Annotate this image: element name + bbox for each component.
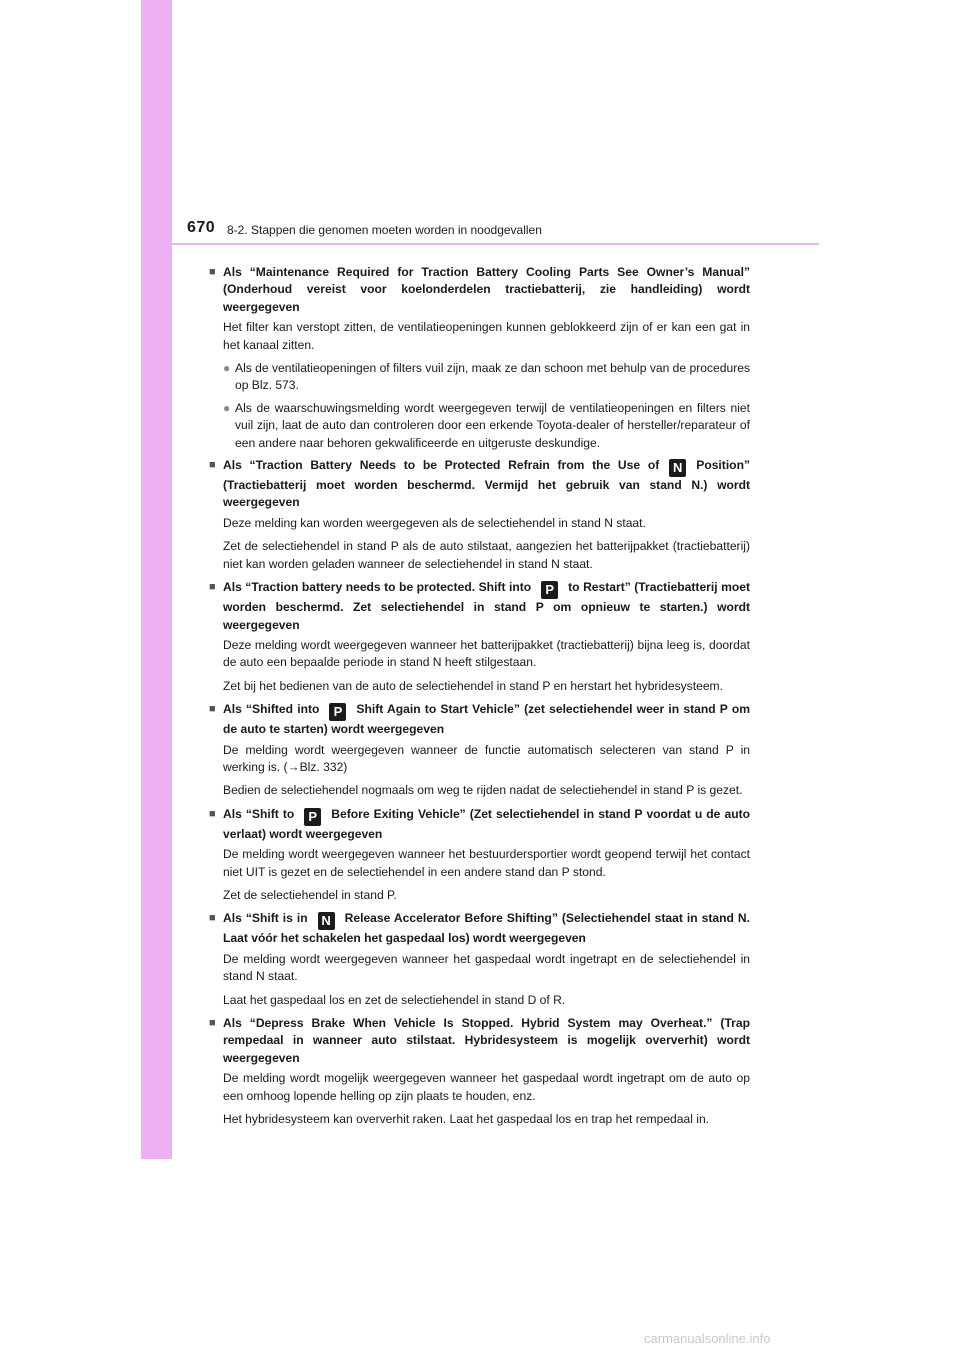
section-item [209, 806, 750, 905]
paragraph: Zet de selectiehendel in stand P. [223, 887, 397, 902]
section-item [209, 579, 750, 695]
page-number: 670 [187, 219, 216, 236]
gear-p-icon: P [329, 703, 346, 721]
item-heading: ■ Als “Shift to P Before Exiting Vehicle” (Zet selectiehendel in stand P voordat u de auto verlaat) wordt weergegeven [209, 806, 750, 841]
section-item [209, 910, 750, 1009]
circle-bullet-icon: ● [223, 400, 231, 415]
item-heading: ■ Als “Shifted into P Shift Again to Start Vehicle” (zet selectiehendel weer in stand P om de auto te starten) wordt weergegeven [209, 702, 750, 737]
square-bullet-icon: ■ [209, 581, 216, 594]
paragraph: De melding wordt weergegeven wanneer de functie automatisch selecteren van stand P in werking is. (→Blz. 332) [223, 742, 750, 774]
section-title: 8-2. Stappen die genomen moeten worden in noodgevallen [227, 223, 542, 237]
item-heading: ■ Als “Traction Battery Needs to be Protected Refrain from the Use of N Position” (Tractiebatterij moet worden beschermd. Vermijd het gebruik van stand N.) wordt weergegeven [209, 458, 750, 510]
square-bullet-icon: ■ [209, 703, 216, 716]
page-content [209, 264, 750, 1134]
paragraph: Het filter kan verstopt zitten, de ventilatieopeningen kunnen geblokkeerd zijn of er kan een gat in het kanaal zitten. [223, 320, 750, 352]
paragraph: Deze melding kan worden weergegeven als de selectiehendel in stand N staat. [223, 515, 646, 530]
gear-p-icon: P [304, 808, 321, 826]
paragraph: Deze melding wordt weergegeven wanneer het batterijpakket (tractiebatterij) bijna leeg is, doordat de auto een bepaalde periode in stand N heeft stilgestaan. [223, 637, 750, 670]
arrow-right-icon: → [287, 759, 300, 774]
square-bullet-icon: ■ [209, 459, 216, 472]
section-item [209, 701, 750, 800]
paragraph: Bedien de selectiehendel nogmaals om weg te rijden nadat de selectiehendel in stand P is gezet. [223, 783, 743, 798]
gear-n-icon: N [318, 912, 335, 930]
square-bullet-icon: ■ [209, 266, 216, 278]
paragraph: Laat het gaspedaal los en zet de selectiehendel in stand D of R. [223, 992, 566, 1007]
item-heading: ■ Als “Shift is in N Release Accelerator Before Shifting” (Selectiehendel staat in stand N. Laat vóór het schakelen het gaspedaal los) wordt weergegeven [209, 911, 750, 946]
paragraph: De melding wordt weergegeven wanneer het gaspedaal wordt ingetrapt en de selectiehendel in stand N staat. [223, 951, 750, 984]
section-item [209, 457, 750, 573]
paragraph: De melding wordt weergegeven wanneer het bestuurdersportier wordt geopend terwijl het contact niet UIT is gezet en de selectiehendel in een andere stand dan P stond. [223, 847, 750, 879]
item-heading: ■ Als “Maintenance Required for Traction Battery Cooling Parts See Owner’s Manual” (Onderhoud vereist voor koelonderdelen tractiebatterij, zie handleiding) wordt weergegeven [209, 265, 750, 314]
square-bullet-icon: ■ [209, 1017, 216, 1029]
square-bullet-icon: ■ [209, 807, 216, 820]
chapter-sidebar [141, 198, 172, 1159]
header-divider [172, 243, 819, 245]
list-item: ● Als de ventilatieopeningen of filters vuil zijn, maak ze dan schoon met behulp van de procedures op Blz. 573. [223, 361, 750, 393]
paragraph: De melding wordt mogelijk weergegeven wanneer het gaspedaal wordt ingetrapt om de auto op een omhoog lopende helling op zijn plaats te houden, enz. [223, 1071, 750, 1103]
section-item [209, 264, 750, 452]
gear-p-icon: P [541, 581, 558, 599]
list-item: ● Als de waarschuwingsmelding wordt weergegeven terwijl de ventilatieopeningen en filters niet vuil zijn, laat de auto dan controleren door een erkende Toyota-dealer of hersteller/reparateur of een andere naar behoren gekwalificeerde en uitgeruste deskundige. [223, 400, 750, 450]
square-bullet-icon: ■ [209, 912, 216, 925]
item-heading: ■ Als “Depress Brake When Vehicle Is Stopped. Hybrid System may Overheat.” (Trap rempedaal in wanneer auto stilstaat. Hybridesysteem is mogelijk oververhit) wordt weergegeven [209, 1016, 750, 1065]
gear-n-icon: N [669, 459, 686, 477]
paragraph: Zet bij het bedienen van de auto de selectiehendel in stand P en herstart het hybridesysteem. [223, 678, 723, 693]
section-item [209, 1015, 750, 1128]
paragraph: Zet de selectiehendel in stand P als de auto stilstaat, aangezien het batterijpakket (tractiebatterij) niet kan worden geladen wanneer de selectiehendel in stand N staat. [223, 539, 750, 571]
circle-bullet-icon: ● [223, 361, 231, 376]
item-heading: ■ Als “Traction battery needs to be protected. Shift into P to Restart” (Tractiebatterij moet worden beschermd. Zet selectiehendel in stand P om opnieuw te starten.) wordt weergegeven [209, 580, 750, 632]
paragraph: Het hybridesysteem kan oververhit raken. Laat het gaspedaal los en trap het rempedaal in. [223, 1112, 710, 1127]
watermark: carmanualsonline.info [644, 1331, 771, 1346]
